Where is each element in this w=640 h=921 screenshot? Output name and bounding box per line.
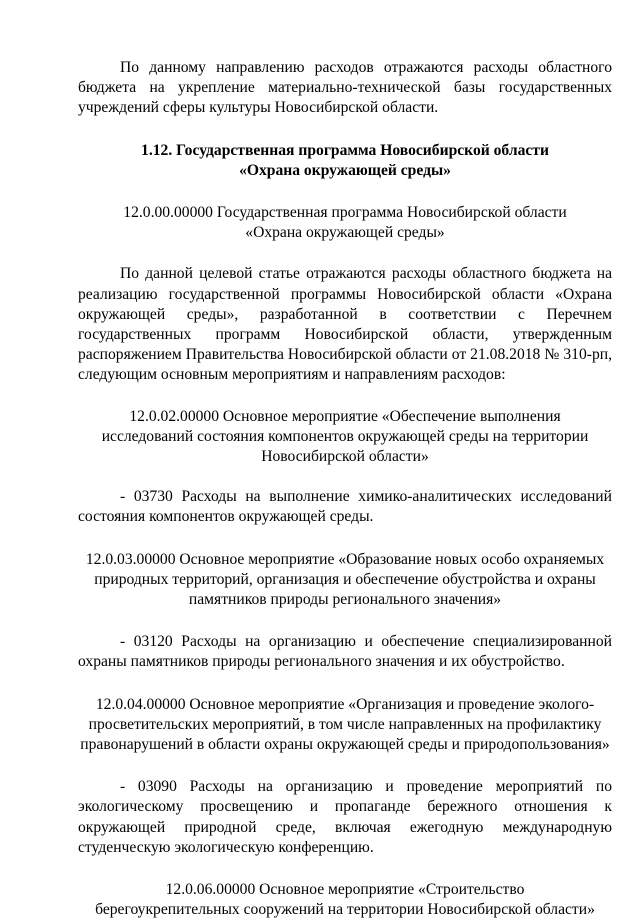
measure-heading-03 <box>78 550 612 611</box>
measure-heading-line: правонарушений в области охраны окружающей среды и природопользования» <box>80 736 610 754</box>
program-heading <box>78 203 612 243</box>
measure-heading-line: исследований состояния компонентов окружающей среды на территории <box>101 427 589 445</box>
program-heading-line-2: «Охрана окружающей среды» <box>245 224 445 242</box>
measure-heading-line: Новосибирской области» <box>261 448 429 466</box>
expense-item-03120: - 03120 Расходы на организацию и обеспечение специализированной охраны памятников природы регионального значения и их обустройство. <box>78 633 612 671</box>
section-heading <box>78 141 612 181</box>
program-paragraph: По данной целевой статье отражаются расходы областного бюджета на реализацию государственной программы Новосибирской области «Охрана окружающей среды», разработанной в соответствии с Перечнем государственных программ Новосибирской области, утвержденным распоряжением Правительства Новосибирской области от 21.08.2018 № 310-рп, следующим основным мероприятиям и направлениям расходов: <box>78 265 612 384</box>
section-heading-line-1: 1.12. Государственная программа Новосибирской области <box>141 141 549 159</box>
measure-heading-04 <box>78 695 612 756</box>
section-heading-line-2: «Охрана окружающей среды» <box>239 161 451 179</box>
measure-heading-line: 12.0.06.00000 Основное мероприятие «Строительство <box>165 881 525 899</box>
measure-heading-line: природных территорий, организация и обеспечение обустройства и охраны <box>94 570 596 588</box>
measure-heading-line: 12.0.04.00000 Основное мероприятие «Организация и проведение эколого- <box>95 695 595 713</box>
measure-heading-06 <box>78 880 612 920</box>
intro-paragraph: По данному направлению расходов отражаются расходы областного бюджета на укрепление материально-технической базы государственных учреждений сферы культуры Новосибирской области. <box>78 59 612 117</box>
expense-item-03730: - 03730 Расходы на выполнение химико-аналитических исследований состояния компонентов окружающей среды. <box>78 488 612 526</box>
measure-heading-line: берегоукрепительных сооружений на территории Новосибирской области» <box>95 901 595 919</box>
measure-heading-line: памятников природы регионального значения» <box>188 591 502 609</box>
measure-heading-line: 12.0.02.00000 Основное мероприятие «Обеспечение выполнения <box>129 407 561 425</box>
expense-item-03090: - 03090 Расходы на организацию и проведение мероприятий по экологическому просвещению и пропаганде бережного отношения к окружающей природной среде, включая ежегодную международную студенческую экологическую конференцию. <box>78 778 612 856</box>
program-heading-line-1: 12.0.00.00000 Государственная программа Новосибирской области <box>123 204 567 222</box>
measure-heading-line: 12.0.03.00000 Основное мероприятие «Образование новых особо охраняемых <box>85 550 605 568</box>
measure-heading-02 <box>78 407 612 468</box>
measure-heading-line: просветительских мероприятий, в том числе направленных на профилактику <box>88 715 602 733</box>
